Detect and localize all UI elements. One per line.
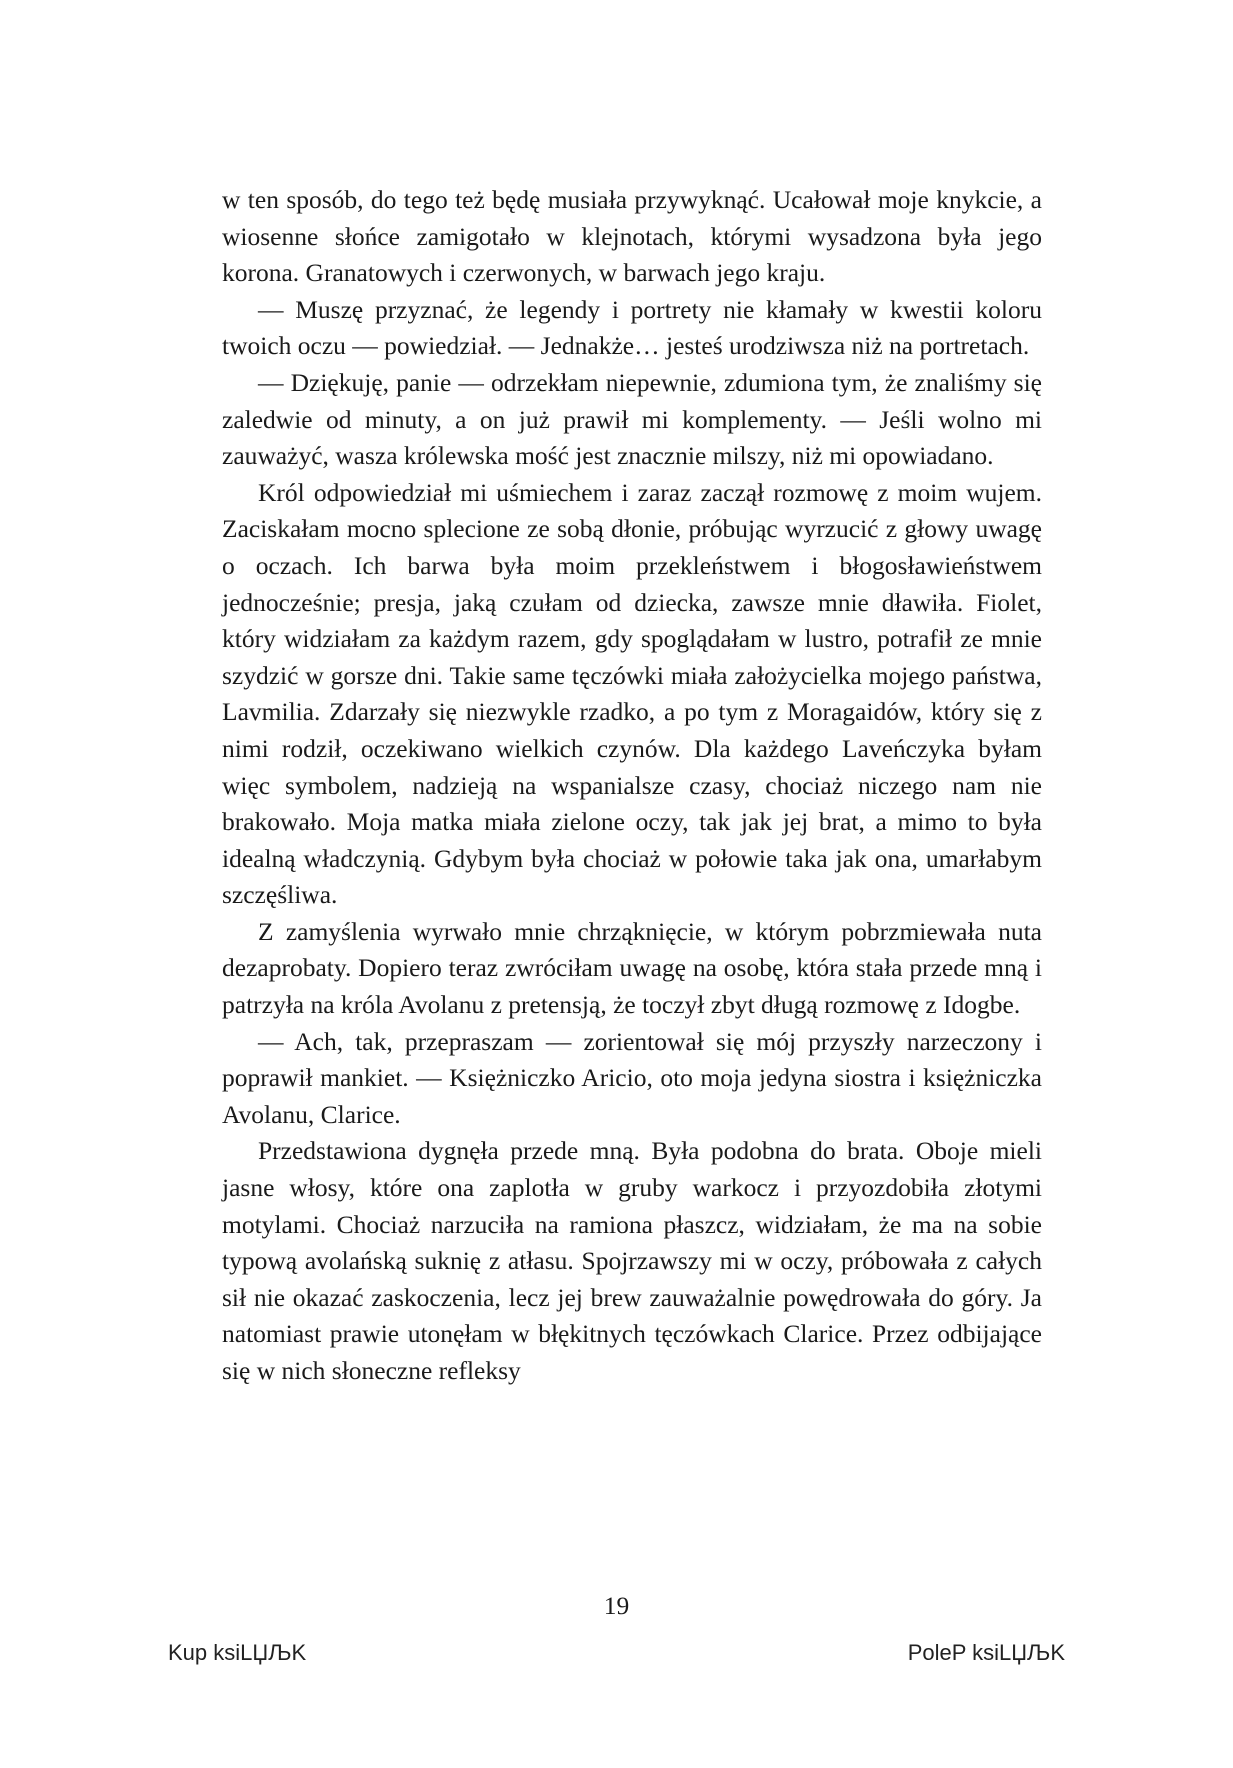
page-number: 19: [603, 1591, 630, 1620]
paragraph-1: w ten sposób, do tego też będę musiała przywyknąć. Ucałował moje knykcie, a wiosenne słońce zamigotało w klejnotach, którymi wysadzona była jego korona. Granatowych i czerwonych, w barwach jego kraju.: [222, 185, 1042, 288]
page-body: [222, 182, 1042, 1390]
paragraph-3: — Dziękuję, panie — odrzekłam niepewnie, zdumiona tym, że znaliśmy się zaledwie od minuty, a on już prawił mi komplementy. — Jeśli wolno mi zauważyć, wasza królewska mość jest znacznie milszy, niż mi opowiadano.: [222, 367, 1042, 471]
paragraph-6: — Ach, tak, przepraszam — zorientował się mój przyszły narzeczony i poprawił mankiet. — Księżniczko Aricio, oto moja jedyna siostra i księżniczka Avolanu, Clarice.: [222, 1026, 1042, 1129]
paragraph-7: Przedstawiona dygnęła przede mną. Była podobna do brata. Oboje mieli jasne włosy, które ona zaplotła w gruby warkocz i przyozdobiła złotymi motylami. Chociaż narzuciła na ramiona płaszcz, widziałam, że ma na sobie typową avolańską suknię z atłasu. Spojrzawszy mi w oczy, próbowała z całych sił nie okazać zaskoczenia, lecz jej brew zauważalnie powędrowała do góry. Ja natomiast prawie utonęłam w błękitnych tęczówkach Clarice. Przez odbijające się w nich słoneczne refleksy: [222, 1136, 1042, 1385]
paragraph-2: — Muszę przyznać, że legendy i portrety nie kłamały w kwestii koloru twoich oczu — powiedział. — Jednakże… jesteś urodziwsza niż na portretach.: [222, 294, 1042, 361]
footer-buy-book-link[interactable]: Kup ksiLЏЉK: [168, 1640, 307, 1665]
paragraph-4: Król odpowiedział mi uśmiechem i zaraz zaczął rozmowę z moim wujem. Zaciskałam mocno splecione ze sobą dłonie, próbując wyrzucić z głowy uwagę o oczach. Ich barwa była moim przekleństwem i błogosławieństwem jednocześnie; presja, jaką czułam od dziecka, zawsze mnie dławiła. Fiolet, który widziałam za każdym razem, gdy spoglądałam w lustro, potrafił ze mnie szydzić w gorsze dni. Takie same tęczówki miała założycielka mojego państwa, Lavmilia. Zdarzały się niezwykle rzadko, a po tym z Moragaidów, który się z nimi rodził, oczekiwano wielkich czynów. Dla każdego Laveńczyka byłam więc symbolem, nadzieją na wspanialsze czasy, chociaż niczego nam nie brakowało. Moja matka miała zielone oczy, tak jak jej brat, a mimo to była idealną władczynią. Gdybym była chociaż w połowie taka jak ona, umarłabym szczęśliwa.: [222, 477, 1042, 910]
paragraph-5: Z zamyślenia wyrwało mnie chrząknięcie, w którym pobrzmiewała nuta dezaprobaty. Dopiero teraz zwróciłam uwagę na osobę, która stała przede mną i patrzyła na króla Avolanu z pretensją, że toczył zbyt długą rozmowę z Idogbe.: [222, 916, 1042, 1020]
footer-recommend-book-link[interactable]: PoleP ksiLЏЉK: [907, 1640, 1065, 1665]
